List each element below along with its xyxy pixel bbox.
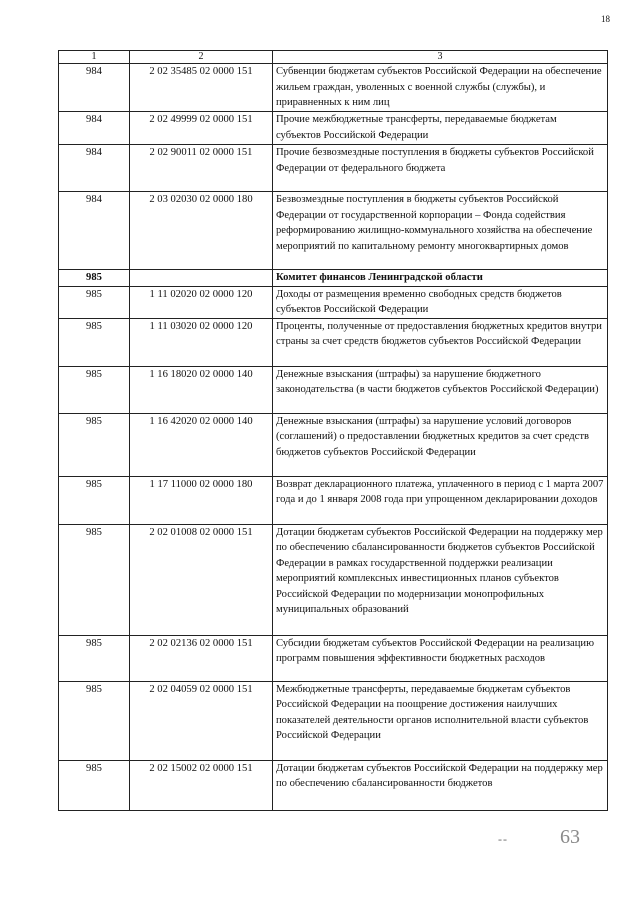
budget-code-cell: 2 02 49999 02 0000 151 [130, 112, 273, 145]
budget-code-cell: 2 02 15002 02 0000 151 [130, 760, 273, 810]
budget-code-cell: 2 02 02136 02 0000 151 [130, 635, 273, 681]
header-col-3: 3 [273, 51, 608, 64]
admin-code-cell: 985 [59, 476, 130, 524]
admin-code-cell: 984 [59, 64, 130, 112]
admin-code-cell: 985 [59, 524, 130, 635]
description-cell: Доходы от размещения временно свободных средств бюджетов субъектов Российской Федерации [273, 286, 608, 318]
budget-code-cell: 1 16 42020 02 0000 140 [130, 413, 273, 476]
budget-code-cell [130, 270, 273, 287]
budget-code-cell: 2 02 01008 02 0000 151 [130, 524, 273, 635]
description-cell: Прочие безвозмездные поступления в бюджеты субъектов Российской Федерации от федерального бюджета [273, 145, 608, 192]
budget-code-cell: 1 11 02020 02 0000 120 [130, 286, 273, 318]
table-row [59, 524, 608, 635]
description-cell: Денежные взыскания (штрафы) за нарушение бюджетного законодательства (в части бюджетов субъектов Российской Федерации) [273, 366, 608, 413]
description-cell: Возврат декларационного платежа, уплаченного в период с 1 марта 2007 года и до 1 января 2008 года при упрощенном декларировании доходов [273, 476, 608, 524]
budget-code-cell: 2 02 90011 02 0000 151 [130, 145, 273, 192]
description-cell: Безвозмездные поступления в бюджеты субъектов Российской Федерации от государственной корпорации – Фонда содействия реформированию жилищно-коммунального хозяйства на обеспечение мероприятий по капитальному ремонту многоквартирных домов [273, 192, 608, 270]
table-row [59, 145, 608, 192]
table-row [59, 192, 608, 270]
admin-code-cell: 985 [59, 635, 130, 681]
description-cell: Прочие межбюджетные трансферты, передаваемые бюджетам субъектов Российской Федерации [273, 112, 608, 145]
table-header-row [59, 51, 608, 64]
header-col-2: 2 [130, 51, 273, 64]
budget-code-cell: 2 03 02030 02 0000 180 [130, 192, 273, 270]
section-title-cell: Комитет финансов Ленинградской области [273, 270, 608, 287]
admin-code-cell: 985 [59, 286, 130, 318]
admin-code-cell: 985 [59, 760, 130, 810]
budget-code-cell: 2 02 04059 02 0000 151 [130, 681, 273, 760]
description-cell: Субсидии бюджетам субъектов Российской Федерации на реализацию программ повышения эффективности бюджетных расходов [273, 635, 608, 681]
description-cell: Проценты, полученные от предоставления бюджетных кредитов внутри страны за счет средств бюджетов субъектов Российской Федерации [273, 318, 608, 366]
table-row [59, 64, 608, 112]
footer-dash-mark: -- [498, 832, 508, 846]
budget-code-cell: 1 11 03020 02 0000 120 [130, 318, 273, 366]
admin-code-cell: 985 [59, 366, 130, 413]
description-cell: Дотации бюджетам субъектов Российской Федерации на поддержку мер по обеспечению сбалансированности бюджетов субъектов Российской Федерации в рамках государственной поддержки реализации мероприятий комплексных инвестиционных планов субъектов Российской Федерации по модернизации монопрофильных муниципальных образований [273, 524, 608, 635]
admin-code-cell: 985 [59, 270, 130, 287]
budget-code-cell: 1 17 11000 02 0000 180 [130, 476, 273, 524]
admin-code-cell: 984 [59, 145, 130, 192]
table-row [59, 366, 608, 413]
table-row [59, 476, 608, 524]
budget-code-cell: 2 02 35485 02 0000 151 [130, 64, 273, 112]
admin-code-cell: 984 [59, 112, 130, 145]
description-cell: Субвенции бюджетам субъектов Российской Федерации на обеспечение жильем граждан, уволенных с военной службы (службы), и приравненных к ним лиц [273, 64, 608, 112]
table-row [59, 112, 608, 145]
description-cell: Дотации бюджетам субъектов Российской Федерации на поддержку мер по обеспечению сбалансированности бюджетов [273, 760, 608, 810]
table-row [59, 681, 608, 760]
page-number: 18 [601, 14, 610, 24]
admin-code-cell: 985 [59, 681, 130, 760]
footer-page-stamp: 63 [560, 826, 580, 848]
budget-code-cell: 1 16 18020 02 0000 140 [130, 366, 273, 413]
budget-classification-table [58, 50, 608, 811]
admin-code-cell: 985 [59, 318, 130, 366]
admin-code-cell: 985 [59, 413, 130, 476]
table-section-row [59, 270, 608, 287]
description-cell: Межбюджетные трансферты, передаваемые бюджетам субъектов Российской Федерации на поощрение достижения наилучших показателей деятельности органов исполнительной власти субъектов Российской Федерации [273, 681, 608, 760]
description-cell: Денежные взыскания (штрафы) за нарушение условий договоров (соглашений) о предоставлении бюджетных кредитов за счет средств бюджетов субъектов Российской Федерации [273, 413, 608, 476]
admin-code-cell: 984 [59, 192, 130, 270]
table-row [59, 760, 608, 810]
table-row [59, 413, 608, 476]
header-col-1: 1 [59, 51, 130, 64]
table-row [59, 318, 608, 366]
table-row [59, 286, 608, 318]
table-row [59, 635, 608, 681]
